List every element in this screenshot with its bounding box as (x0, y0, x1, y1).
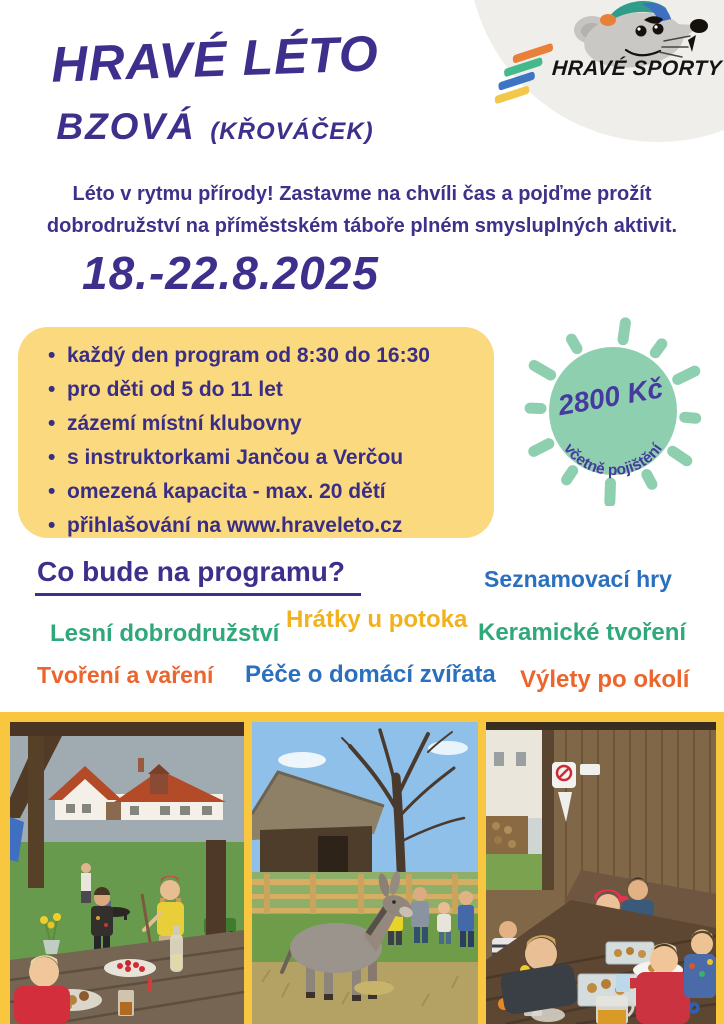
website-url: přihlašování na www.hraveleto.cz (67, 514, 403, 537)
info-item (48, 342, 486, 370)
price-text: 2800 Kč (555, 372, 666, 422)
price-badge (518, 316, 708, 506)
info-item (48, 376, 486, 404)
photo-children-picnic (10, 722, 244, 1024)
date-range: 18.-22.8.2025 (82, 247, 379, 299)
info-box (18, 327, 494, 538)
info-item (48, 444, 486, 472)
program-item-hratky-u-potoka: Hrátky u potoka (286, 606, 468, 633)
program-heading: Co bude na programu? (35, 556, 361, 596)
photo-band (0, 712, 724, 1024)
intro-line-1: Léto v rytmu přírody! Zastavme na chvíli čas a pojďme prožít (72, 183, 652, 205)
info-item-text: pro děti od 5 do 11 let (67, 378, 283, 401)
info-item-text: s instruktorkami Jančou a Verčou (67, 446, 404, 469)
program-item-lesni-dobrodruzstvi: Lesní dobrodružství (50, 620, 280, 647)
logo-stripes-icon (494, 43, 553, 105)
intro-text (0, 178, 724, 242)
photo-donkey-farm (252, 722, 478, 1024)
program-item-vylety-po-okoli: Výlety po okolí (520, 666, 690, 693)
page-subtitle (50, 106, 380, 148)
info-item (48, 410, 486, 438)
info-item (48, 478, 486, 506)
price-note-text: včetně pojištění (560, 440, 666, 480)
info-item-text: zázemí místní klubovny (67, 412, 302, 435)
program-item-tvoreni-a-vareni: Tvoření a vaření (37, 662, 214, 688)
info-item-text: omezená kapacita - max. 20 dětí (67, 480, 386, 503)
info-item-text: každý den program od 8:30 do 16:30 (67, 344, 430, 367)
subtitle-location: BZOVÁ (56, 106, 196, 147)
photo-crafting-table (486, 722, 716, 1024)
program-item-seznamovaci-hry: Seznamovací hry (484, 566, 672, 592)
program-item-pece-o-zvirata: Péče o domácí zvířata (245, 661, 496, 688)
pitcher-icon (596, 996, 633, 1024)
intro-line-2: dobrodružství na příměstském táboře plném smysluplných aktivit. (46, 215, 678, 237)
info-item (48, 512, 486, 540)
info-list (18, 327, 494, 540)
program-item-keramicke-tvoreni: Keramické tvoření (478, 619, 687, 646)
subtitle-note: (KŘOVÁČEK) (210, 118, 374, 145)
page-title: HRAVÉ LÉTO (50, 25, 380, 93)
logo-brand-text: HRAVÉ SPORTY (551, 57, 723, 80)
